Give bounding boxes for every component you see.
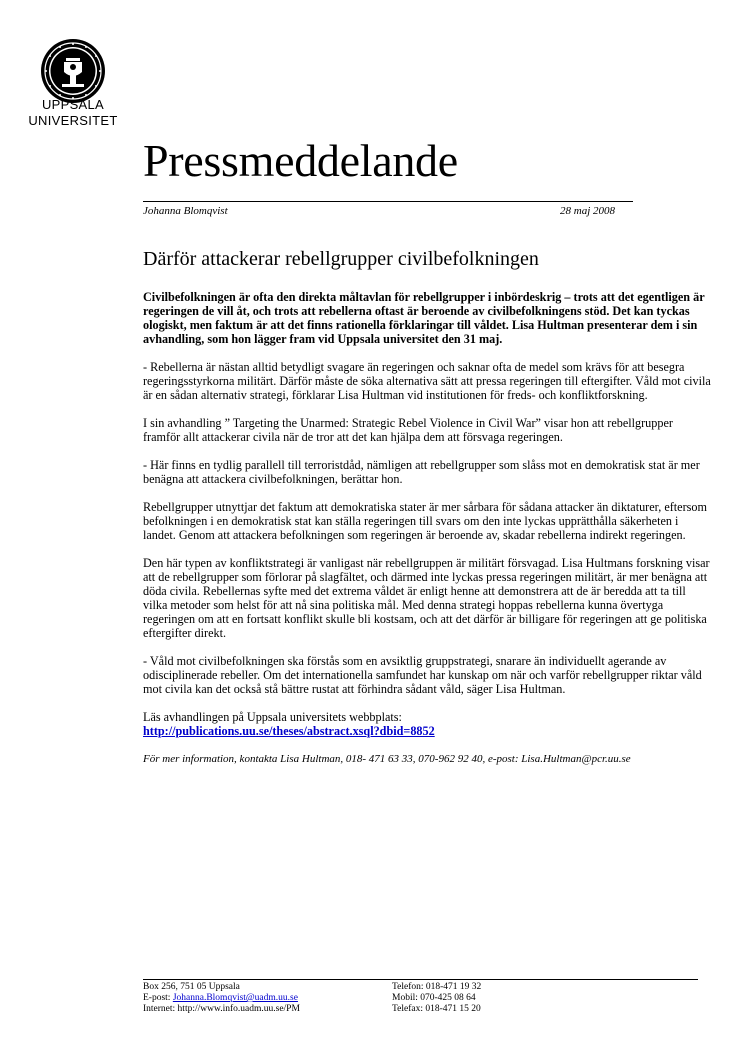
read-more-text: Läs avhandlingen på Uppsala universitets webbplats:	[143, 710, 402, 724]
footer-phone-block	[392, 982, 481, 1015]
press-date: 28 maj 2008	[560, 205, 615, 217]
footer-address-block	[143, 982, 300, 1015]
header-divider	[143, 201, 633, 202]
university-seal-logo	[40, 38, 106, 104]
contact-info: För mer information, kontakta Lisa Hultman, 018- 471 63 33, 070-962 92 40, e-post: Lisa.Hultman@pcr.uu.se	[143, 753, 631, 765]
footer-mobile: Mobil: 070-425 08 64	[392, 993, 476, 1003]
body-paragraph: - Rebellerna är nästan alltid betydligt svagare än regeringen och saknar ofta de medel som krävs för att besegra regeringsstyrkorna militärt. Därför måste de söka alternativa sätt att pressa regeringen till eftergifter. Våld mot civila är en sådan alternativ strategi, förklarar Lisa Hultman vid institutionen för freds- och konfliktforskning.	[143, 360, 711, 402]
article-headline: Därför attackerar rebellgrupper civilbefolkningen	[143, 248, 539, 270]
university-name-line2: UNIVERSITET	[28, 113, 118, 128]
body-paragraph: I sin avhandling ” Targeting the Unarmed: Strategic Rebel Violence in Civil War” visar hon att rebellgrupper framför allt attackerar civila när de tror att det kan hjälpa dem att försvaga regeringen.	[143, 416, 673, 444]
author-name: Johanna Blomqvist	[143, 205, 228, 217]
article-body	[143, 290, 713, 780]
read-more-block	[143, 710, 713, 738]
footer-divider	[143, 979, 698, 980]
body-paragraph: - Våld mot civilbefolkningen ska förstås som en avsiktlig gruppstrategi, snarare än individuellt agerande av odisciplinerade rebeller. Om det internationella samfundet har kunskap om när och varför rebellgrupper riktar våld mot civila kan det också stå bättre rustat att förhindra sådant våld, säger Lisa Hultman.	[143, 654, 702, 696]
footer-fax: Telefax: 018-471 15 20	[392, 1004, 481, 1014]
body-paragraph: Rebellgrupper utnyttjar det faktum att demokratiska stater är mer sårbara för sådana attacker än diktaturer, eftersom befolkningen i en demokratisk stat kan ställa regeringen till svars om den inte lyckas upprätthålla säkerheten i landet. Genom att attackera befolkningen som regeringen är beroende av, skadar rebellerna indirekt regeringen.	[143, 500, 707, 542]
thesis-link[interactable]: http://publications.uu.se/theses/abstract.xsql?dbid=8852	[143, 724, 435, 738]
footer-phone: Telefon: 018-471 19 32	[392, 982, 482, 992]
footer-email-label: E-post:	[143, 993, 173, 1003]
footer-address: Box 256, 751 05 Uppsala	[143, 982, 240, 992]
body-paragraph: - Här finns en tydlig parallell till terroristdåd, nämligen att rebellgrupper som slåss mot en demokratisk stat är mer benägna att attackera civilbefolkningen, berättar hon.	[143, 458, 700, 486]
lead-paragraph: Civilbefolkningen är ofta den direkta måltavlan för rebellgrupper i inbördeskrig – trots att det egentligen är regeringen de vill åt, och trots att rebellerna oftast är beroende av civilbefolkningens stöd. Det kan tyckas ologiskt, men faktum är att det finns rationella förklaringar till våldet. Lisa Hultman presenterar dem i sin avhandling, som hon lägger fram vid Uppsala universitet den 31 maj.	[143, 290, 705, 346]
footer-internet: Internet: http://www.info.uadm.uu.se/PM	[143, 1004, 300, 1014]
footer-email-line	[143, 993, 300, 1004]
footer-email-link[interactable]: Johanna.Blomqvist@uadm.uu.se	[172, 993, 298, 1003]
university-name	[0, 97, 146, 129]
body-paragraph: Den här typen av konfliktstrategi är vanligast när rebellgruppen är militärt försvagad. Lisa Hultmans forskning visar att de rebellgrupper som förlorar på slagfältet, och därmed inte lyckas pressa regeringen militärt, är mer benägna att döda civila. Rebellernas syfte med det extrema våldet är enligt henne att demonstrera att de är beredda att ta till vilka metoder som helst för att nå sina politiska mål. Med denna strategi hoppas rebellerna kunna övertyga regeringen om att en fortsatt konflikt skulle bli kostsam, och att det därför är billigare för regeringen att ge politiska eftergifter direkt.	[143, 556, 710, 640]
university-name-line1: UPPSALA	[41, 97, 105, 112]
page-title: Pressmeddelande	[143, 135, 458, 186]
